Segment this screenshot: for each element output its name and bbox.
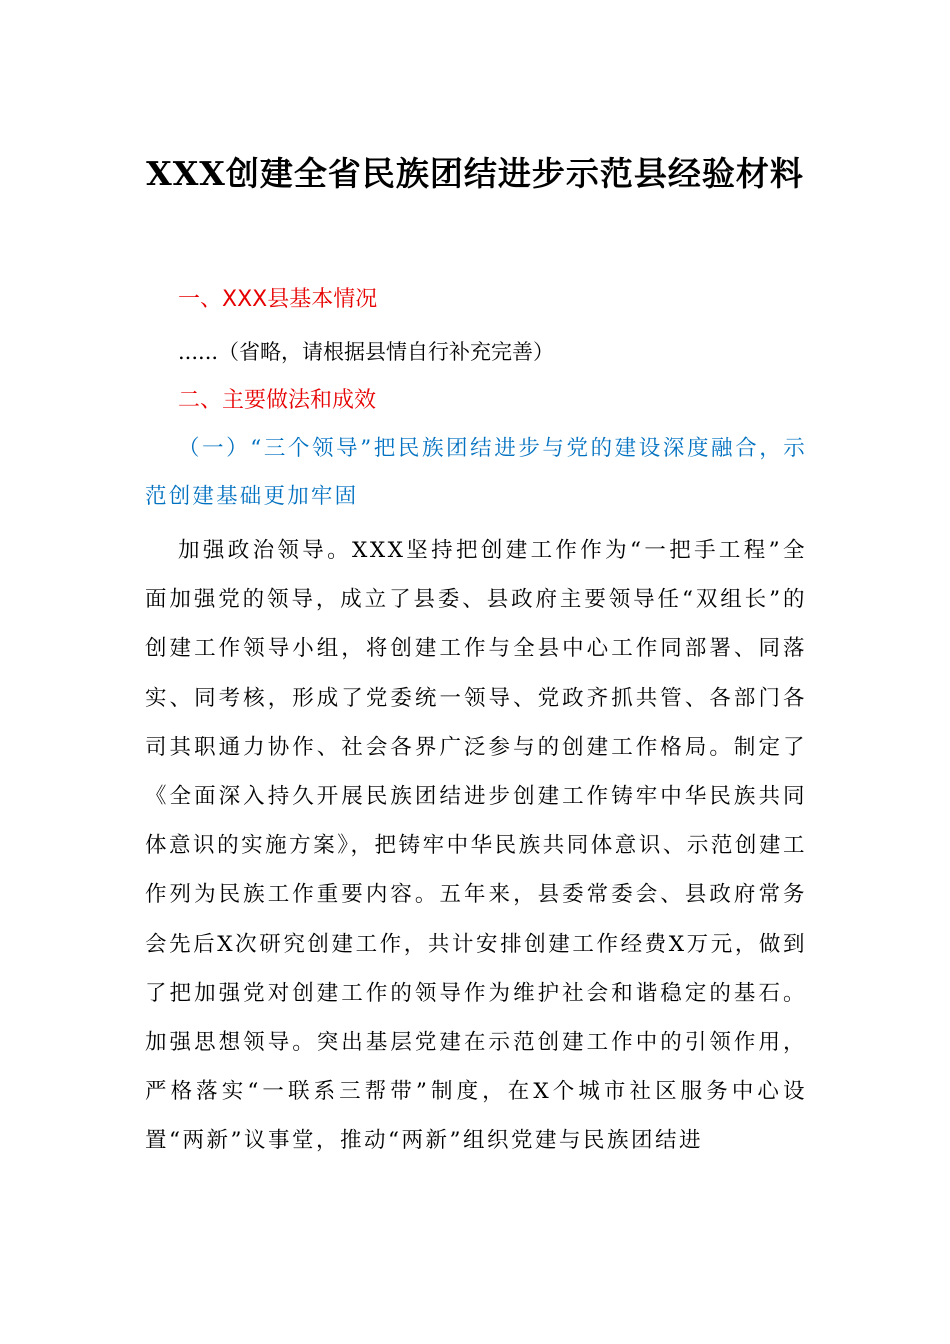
section-1-note: ......（省略，请根据县情自行补充完善） (178, 340, 555, 364)
document-title: XXX创建全省民族团结进步示范县经验材料 (146, 154, 804, 193)
section-1-heading: 一、XXX县基本情况 (178, 287, 378, 312)
body-paragraph: 加强政治领导。XXX坚持把创建工作作为“一把手工程”全面加强党的领导，成立了县委、县政府主要领导任“双组长”的创建工作领导小组，将创建工作与全县中心工作同部署、同落实、同考核，形成了党委统一领导、党政齐抓共管、各部门各司其职通力协作、社会各界广泛参与的创建工作格局。制定了《全面深入持久开展民族团结进步创建工作铸牢中华民族共同体意识的实施方案》，把铸牢中华民族共同体意识、示范创建工作列为民族工作重要内容。五年来，县委常委会、县政府常务会先后X次研究创建工作，共计安排创建工作经费X万元，做到了把加强党对创建工作的领导作为维护社会和谐稳定的基石。加强思想领导。突出基层党建在示范创建工作中的引领作用，严格落实“一联系三帮带”制度，在X个城市社区服务中心设置“两新”议事堂，推动“两新”组织党建与民族团结进 (145, 538, 807, 1154)
subsection-1-heading: （一）“三个领导”把民族团结进步与党的建设深度融合，示范创建基础更加牢固 (145, 436, 807, 509)
section-2-heading: 二、主要做法和成效 (178, 388, 377, 413)
